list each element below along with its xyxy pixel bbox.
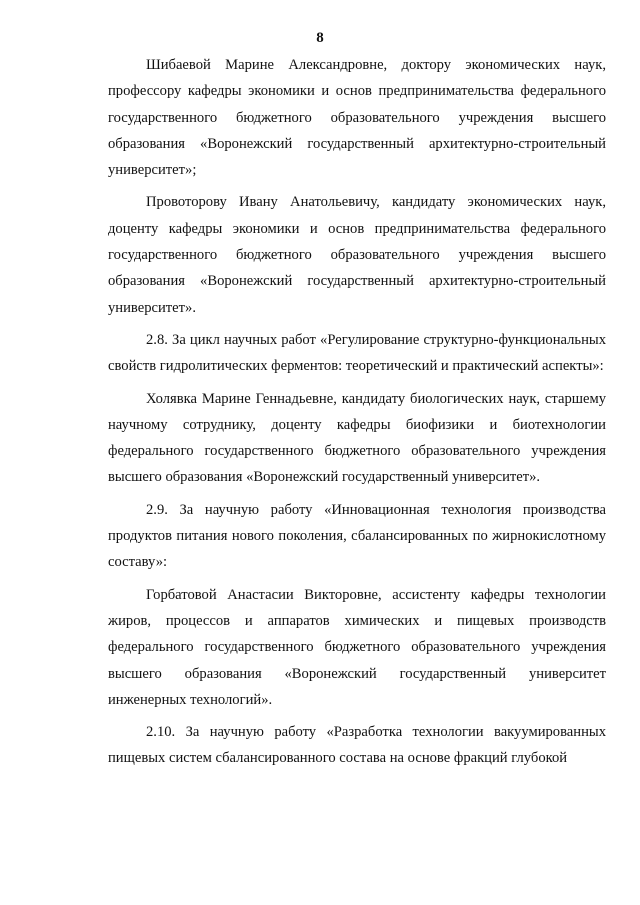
paragraph-item-2-9: 2.9. За научную работу «Инновационная технология производства продуктов питания нового поколения, сбалансированных по жирнокислотному составу»: (108, 501, 606, 571)
page-number: 8 (316, 30, 324, 46)
paragraph-gorbatova: Горбатовой Анастасии Викторовне, ассистенту кафедры технологии жиров, процессов и аппаратов химических и пищевых производств федерального государственного бюджетного образовательного учреждения высшего образования «Воронежский государственный университет инженерных технологий». (108, 586, 606, 708)
paragraph-shibaeva: Шибаевой Марине Александровне, доктору экономических наук, профессору кафедры экономики и основ предпринимательства федерального государственного бюджетного образовательного учреждения высшего образования «Воронежский государственный архитектурно-строительный университет»; (108, 57, 606, 179)
paragraph-kholyavka: Холявка Марине Геннадьевне, кандидату биологических наук, старшему научному сотруднику, доценту кафедры биофизики и биотехнологии федерального государственного бюджетного образовательного учреждения высшего образования «Воронежский государственный университет». (108, 390, 606, 486)
paragraph-item-2-8: 2.8. За цикл научных работ «Регулирование структурно-функциональных свойств гидролитических ферментов: теоретический и практический аспекты»: (108, 331, 606, 375)
paragraph-provotorov: Провоторову Ивану Анатольевичу, кандидату экономических наук, доценту кафедры экономики и основ предпринимательства федерального государственного бюджетного образовательного учреждения высшего образования «Воронежский государственный архитектурно-строительный университет». (108, 194, 606, 316)
paragraph-item-2-10: 2.10. За научную работу «Разработка технологии вакуумированных пищевых систем сбалансированного состава на основе фракций глубокой (108, 724, 606, 767)
document-body (108, 52, 606, 778)
